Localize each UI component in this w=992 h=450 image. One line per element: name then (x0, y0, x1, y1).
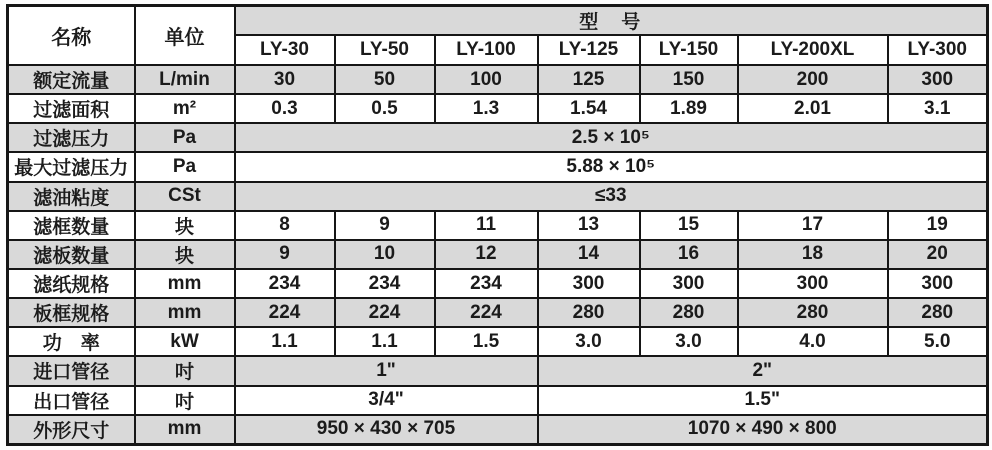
value-cell: 150 (640, 65, 738, 94)
value-cell: 224 (435, 298, 538, 327)
col-header-model-1: LY-50 (335, 35, 435, 65)
value-cell-span: ≤33 (235, 182, 988, 211)
col-header-model-0: LY-30 (235, 35, 335, 65)
value-cell: 16 (640, 240, 738, 269)
value-cell: 5.0 (888, 327, 988, 356)
value-cell: 300 (738, 269, 888, 298)
value-cell: 1.3 (435, 94, 538, 123)
col-header-model-4: LY-150 (640, 35, 738, 65)
row-label: 出口管径 (8, 386, 135, 415)
table-row-frame-quantity (8, 211, 988, 240)
row-unit: mm (135, 269, 235, 298)
col-header-model-6: LY-300 (888, 35, 988, 65)
value-cell: 19 (888, 211, 988, 240)
header-row-top (8, 6, 988, 36)
value-cell: 0.3 (235, 94, 335, 123)
table-row-outlet-pipe-diameter (8, 386, 988, 415)
row-label: 功 率 (8, 327, 135, 356)
value-cell: 1.89 (640, 94, 738, 123)
value-cell: 234 (435, 269, 538, 298)
header-unit: 单位 (135, 6, 235, 66)
row-unit: 吋 (135, 356, 235, 385)
value-cell-left-span: 1" (235, 356, 538, 385)
table-row-filter-pressure (8, 123, 988, 152)
table-row-max-filter-pressure (8, 152, 988, 181)
value-cell: 280 (888, 298, 988, 327)
table-row-oil-viscosity (8, 182, 988, 211)
value-cell-left-span: 3/4" (235, 386, 538, 415)
row-label: 外形尺寸 (8, 415, 135, 445)
value-cell: 30 (235, 65, 335, 94)
row-unit: Pa (135, 152, 235, 181)
row-unit: CSt (135, 182, 235, 211)
row-unit: mm (135, 298, 235, 327)
row-label: 过滤面积 (8, 94, 135, 123)
table-row-plate-quantity (8, 240, 988, 269)
value-cell: 18 (738, 240, 888, 269)
value-cell: 300 (640, 269, 738, 298)
value-cell: 234 (235, 269, 335, 298)
value-cell: 0.5 (335, 94, 435, 123)
table-row-rated-flow (8, 65, 988, 94)
table-row-paper-spec (8, 269, 988, 298)
table-row-inlet-pipe-diameter (8, 356, 988, 385)
value-cell: 300 (538, 269, 640, 298)
value-cell: 1.1 (335, 327, 435, 356)
value-cell: 4.0 (738, 327, 888, 356)
value-cell: 11 (435, 211, 538, 240)
value-cell: 12 (435, 240, 538, 269)
value-cell: 280 (738, 298, 888, 327)
value-cell-right-span: 1070 × 490 × 800 (538, 415, 988, 445)
row-unit: m² (135, 94, 235, 123)
value-cell: 3.0 (640, 327, 738, 356)
col-header-model-3: LY-125 (538, 35, 640, 65)
row-unit: 块 (135, 211, 235, 240)
value-cell: 20 (888, 240, 988, 269)
value-cell: 10 (335, 240, 435, 269)
value-cell: 224 (235, 298, 335, 327)
header-model-band: 型 号 (235, 6, 988, 36)
row-label: 最大过滤压力 (8, 152, 135, 181)
value-cell: 17 (738, 211, 888, 240)
value-cell: 300 (888, 65, 988, 94)
row-label: 额定流量 (8, 65, 135, 94)
value-cell: 100 (435, 65, 538, 94)
value-cell: 1.54 (538, 94, 640, 123)
table-row-power (8, 327, 988, 356)
header-name: 名称 (8, 6, 135, 66)
row-label: 滤油粘度 (8, 182, 135, 211)
value-cell: 3.1 (888, 94, 988, 123)
row-label: 滤框数量 (8, 211, 135, 240)
value-cell: 1.1 (235, 327, 335, 356)
value-cell: 50 (335, 65, 435, 94)
row-unit: kW (135, 327, 235, 356)
col-header-model-2: LY-100 (435, 35, 538, 65)
value-cell: 300 (888, 269, 988, 298)
filter-spec-table (6, 4, 989, 446)
value-cell-span: 5.88 × 10⁵ (235, 152, 988, 181)
value-cell: 224 (335, 298, 435, 327)
value-cell: 8 (235, 211, 335, 240)
row-label: 滤板数量 (8, 240, 135, 269)
value-cell: 234 (335, 269, 435, 298)
table-row-overall-dimensions (8, 415, 988, 445)
value-cell-left-span: 950 × 430 × 705 (235, 415, 538, 445)
value-cell: 280 (538, 298, 640, 327)
table-row-plate-frame-spec (8, 298, 988, 327)
col-header-model-5: LY-200XL (738, 35, 888, 65)
value-cell: 125 (538, 65, 640, 94)
value-cell: 200 (738, 65, 888, 94)
value-cell-right-span: 1.5" (538, 386, 988, 415)
value-cell: 15 (640, 211, 738, 240)
row-label: 进口管径 (8, 356, 135, 385)
row-unit: Pa (135, 123, 235, 152)
row-unit: L/min (135, 65, 235, 94)
table-row-filter-area (8, 94, 988, 123)
value-cell: 9 (335, 211, 435, 240)
value-cell: 9 (235, 240, 335, 269)
value-cell: 3.0 (538, 327, 640, 356)
value-cell: 280 (640, 298, 738, 327)
value-cell: 1.5 (435, 327, 538, 356)
value-cell: 14 (538, 240, 640, 269)
value-cell-right-span: 2" (538, 356, 988, 385)
row-unit: mm (135, 415, 235, 445)
row-unit: 块 (135, 240, 235, 269)
value-cell: 13 (538, 211, 640, 240)
value-cell: 2.01 (738, 94, 888, 123)
value-cell-span: 2.5 × 10⁵ (235, 123, 988, 152)
row-unit: 吋 (135, 386, 235, 415)
row-label: 板框规格 (8, 298, 135, 327)
row-label: 滤纸规格 (8, 269, 135, 298)
row-label: 过滤压力 (8, 123, 135, 152)
